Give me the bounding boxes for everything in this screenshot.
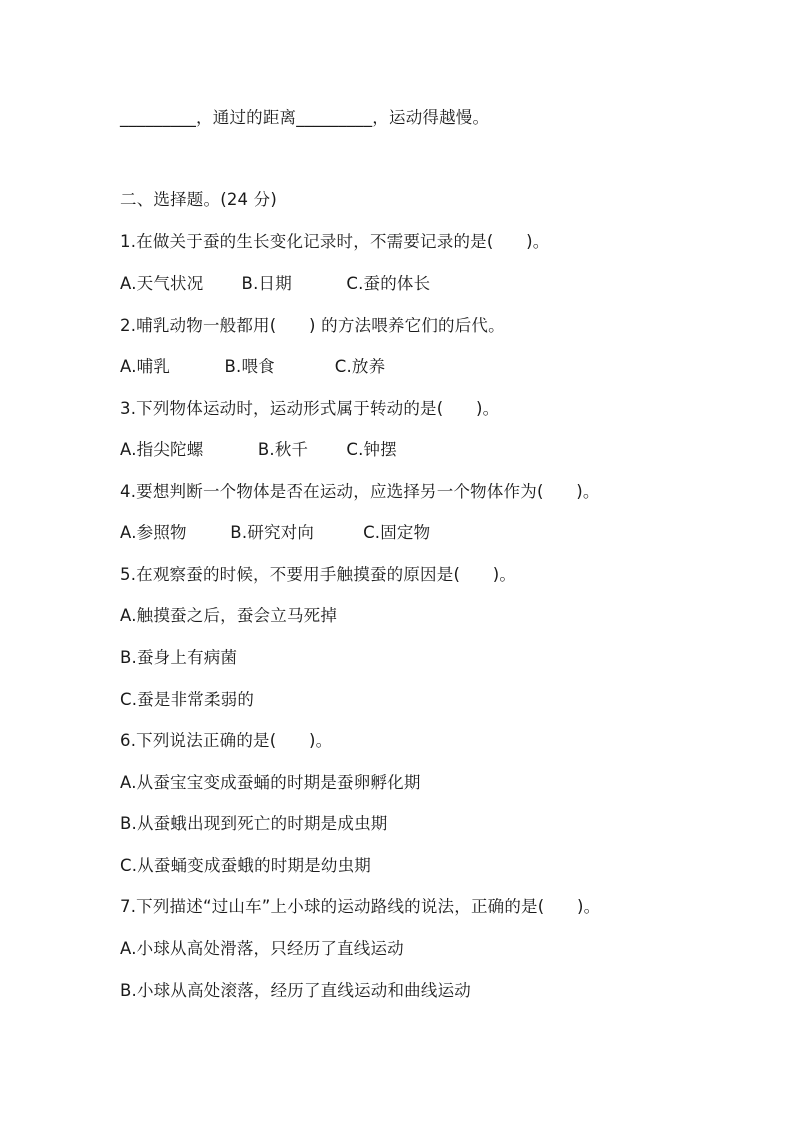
fill-blank-sentence: _________，通过的距离_________，运动得越慢。 <box>120 108 490 127</box>
question-7-option-a: A.小球从高处滑落，只经历了直线运动 <box>120 939 404 958</box>
question-5-option-a: A.触摸蚕之后，蚕会立马死掉 <box>120 606 338 625</box>
question-5-option-c: C.蚕是非常柔弱的 <box>120 690 255 709</box>
question-2: 2.哺乳动物一般都用( ) 的方法喂养它们的后代。 <box>120 316 505 335</box>
question-7-option-b: B.小球从高处滚落，经历了直线运动和曲线运动 <box>120 981 471 1000</box>
question-6-option-b: B.从蚕蛾出现到死亡的时期是成虫期 <box>120 814 388 833</box>
question-3-options: A.指尖陀螺 B.秋千 C.钟摆 <box>120 440 397 459</box>
question-6: 6.下列说法正确的是( )。 <box>120 731 333 750</box>
question-4-options: A.参照物 B.研究对向 C.固定物 <box>120 523 431 542</box>
question-7: 7.下列描述“过山车”上小球的运动路线的说法，正确的是( )。 <box>120 897 601 916</box>
question-1: 1.在做关于蚕的生长变化记录时，不需要记录的是( )。 <box>120 232 550 251</box>
question-5-option-b: B.蚕身上有病菌 <box>120 648 238 667</box>
question-3: 3.下列物体运动时，运动形式属于转动的是( )。 <box>120 399 500 418</box>
question-5: 5.在观察蚕的时候，不要用手触摸蚕的原因是( )。 <box>120 565 517 584</box>
question-1-options: A.天气状况 B.日期 C.蚕的体长 <box>120 274 431 293</box>
question-2-options: A.哺乳 B.喂食 C.放养 <box>120 357 386 376</box>
section-heading: 二、选择题。(24 分) <box>120 190 278 209</box>
question-6-option-c: C.从蚕蛹变成蚕蛾的时期是幼虫期 <box>120 856 371 875</box>
question-6-option-a: A.从蚕宝宝变成蚕蛹的时期是蚕卵孵化期 <box>120 773 421 792</box>
question-4: 4.要想判断一个物体是否在运动，应选择另一个物体作为( )。 <box>120 482 600 501</box>
